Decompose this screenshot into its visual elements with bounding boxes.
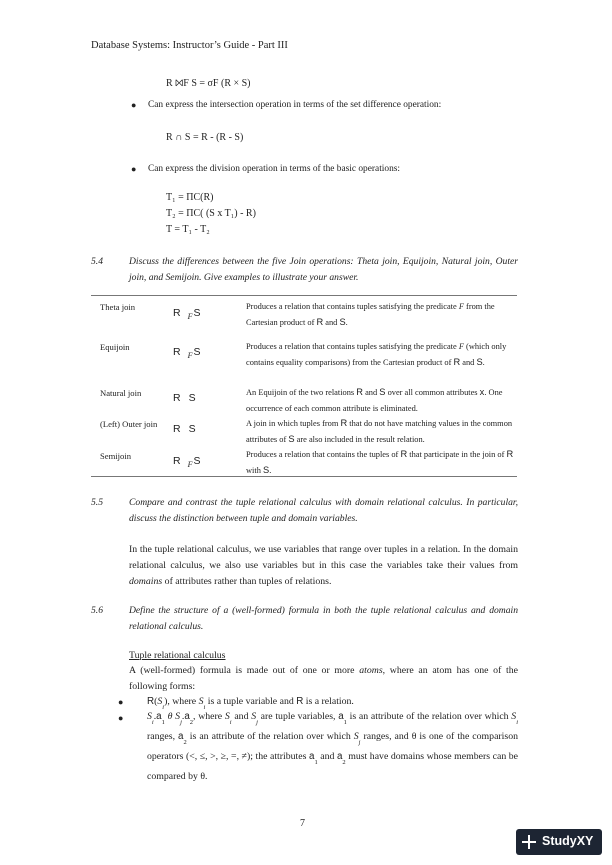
page-header: Database Systems: Instructor’s Guide - Part III	[91, 40, 288, 51]
table-top-rule	[91, 295, 517, 296]
division-formula-1: T₁ = ΠC(R)	[166, 192, 214, 203]
intersection-formula: R ∩ S = R - (R - S)	[166, 132, 244, 143]
join-expression: R $_F$S	[173, 455, 201, 469]
subheading-tuple-calculus: Tuple relational calculus	[129, 650, 226, 661]
answer-5-5: In the tuple relational calculus, we use variables that range over tuples in a relation. In the domain relational calculus, we also use variables but in this case the variables take their values from domains of attributes rather than tuples of relations.	[129, 544, 518, 587]
bullet-intersection: Can express the intersection operation in terms of the set difference operation:	[148, 100, 442, 110]
page-number: 7	[300, 818, 305, 829]
join-expression: R $_F$S	[173, 346, 201, 360]
bullet-icon: ●	[118, 713, 124, 723]
join-description: An Equijoin of the two relations R and S over all common attributes x. One occurrence of each common attribute is eliminated.	[246, 387, 503, 413]
theta-join-formula: R ⨝F S = σF (R × S)	[166, 78, 251, 89]
question-number-5-5: 5.5	[91, 497, 103, 508]
join-name: Semijoin	[100, 451, 132, 461]
question-number-5-4: 5.4	[91, 256, 103, 267]
join-description: Produces a relation that contains tuples satisfying the predicate F (which only contains equality comparisons) from the Cartesian product of R and S.	[246, 342, 507, 367]
join-expression: R $_F$S	[173, 307, 201, 321]
question-5-6-text: Define the structure of a (well-formed) formula in both the tuple relational calculus and domain relational calculus.	[129, 605, 518, 632]
atom-form-2: $S_i.a_1$ θ $S_j.a_2$, where $S_i$ and $S_j$ are tuple variables, $a_1$ is an attribute of the relation over which $S_i$ ranges, $a_2$ is an attribute of the relation over which $S_j$ ranges, and θ is one of the comparison operators (<, ≤, >, ≥, =, ≠); the attributes $a_1$ and $a_2$ must have domains whose members can be compared by θ.	[147, 711, 519, 782]
join-name: Natural join	[100, 388, 142, 398]
bullet-icon: ●	[131, 100, 137, 110]
question-5-5-text: Compare and contrast the tuple relational calculus with domain relational calculus. In particular, discuss the distinction between tuple and domain variables.	[129, 497, 518, 524]
studyxy-logo	[516, 829, 602, 855]
division-formula-2: T₂ = ΠC( (S x T₁) - R)	[166, 208, 256, 219]
join-name: (Left) Outer join	[100, 419, 158, 429]
join-expression: R S	[173, 392, 196, 404]
join-name: Theta join	[100, 302, 136, 312]
question-number-5-6: 5.6	[91, 605, 103, 616]
bullet-icon: ●	[131, 164, 137, 174]
join-description: Produces a relation that contains tuples satisfying the predicate F from the Cartesian product of R and S.	[246, 302, 495, 327]
table-bottom-rule	[91, 476, 517, 477]
join-name: Equijoin	[100, 342, 130, 352]
join-description: Produces a relation that contains the tuples of R that participate in the join of R with S.	[246, 449, 514, 475]
bullet-icon: ●	[118, 697, 124, 707]
join-expression: R S	[173, 423, 196, 435]
division-formula-3: T = T₁ - T₂	[166, 224, 210, 235]
bullet-division: Can express the division operation in terms of the basic operations:	[148, 164, 401, 174]
question-5-4-text: Discuss the differences between the five Join operations: Theta join, Equijoin, Natural join, Outer join, and Semijoin. Give examples to illustrate your answer.	[129, 256, 518, 283]
answer-5-6-intro: A (well-formed) formula is made out of one or more atoms, where an atom has one of the following forms:	[129, 665, 518, 692]
logo-text: StudyXY	[542, 834, 594, 848]
join-description: A join in which tuples from R that do not have matching values in the common attributes of S are also included in the result relation.	[246, 418, 513, 444]
atom-form-1: $R(S_i)$, where $S_i$ is a tuple variable and R is a relation.	[147, 696, 354, 711]
